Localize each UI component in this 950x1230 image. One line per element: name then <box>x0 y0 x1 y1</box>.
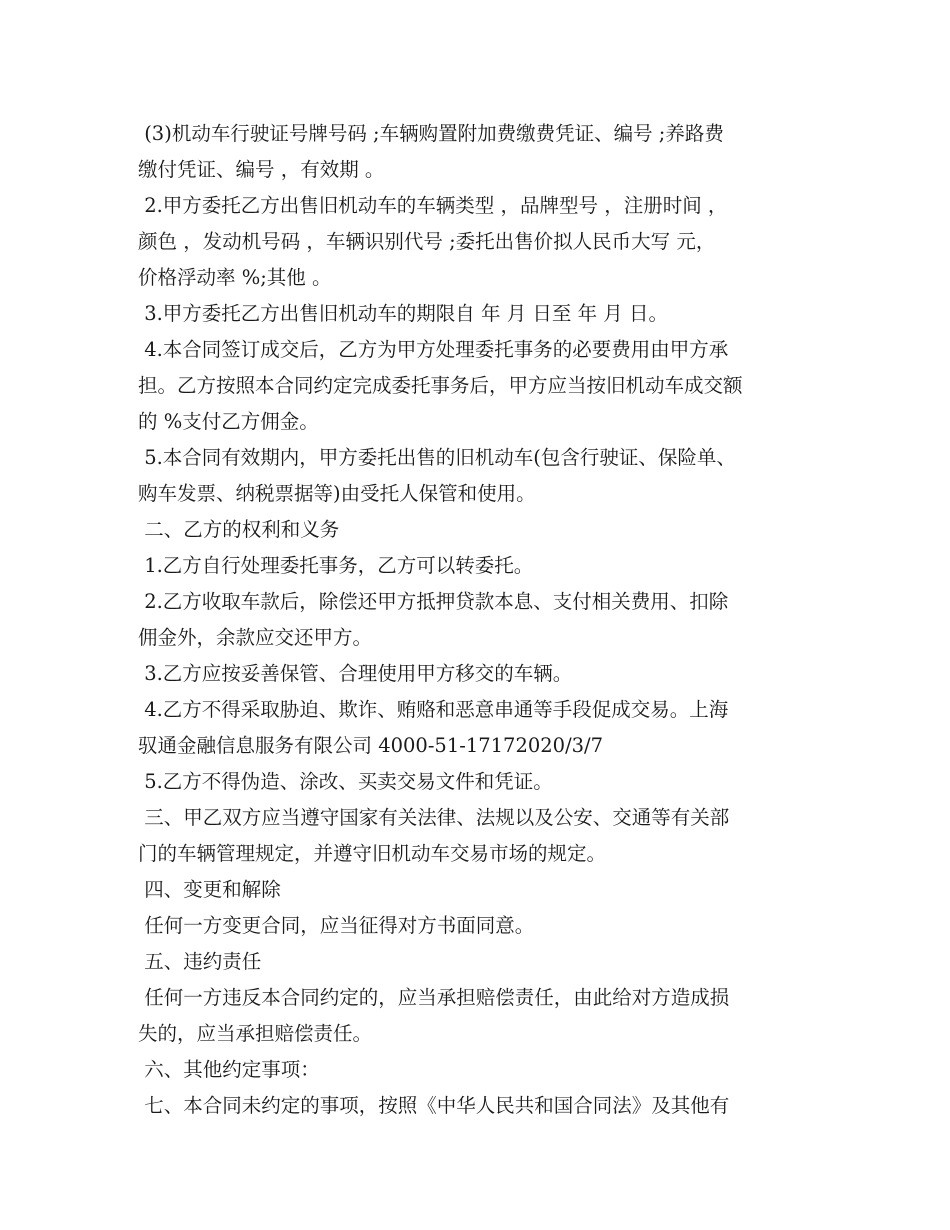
section-heading: 五、违约责任 <box>138 950 262 973</box>
text-line: 5.乙方不得伪造、涂改、买卖交易文件和凭证。 <box>138 770 553 793</box>
text-line: 驭通金融信息服务有限公司 4000-51-17172020/3/7 <box>138 734 604 757</box>
text-line: 的 %支付乙方佣金。 <box>138 410 319 433</box>
section-heading: 六、其他约定事项： <box>138 1058 320 1081</box>
section-heading: 四、变更和解除 <box>138 878 281 901</box>
document-body <box>138 116 818 1124</box>
text-line: (3)机动车行驶证号牌号码 ;车辆购置附加费缴费凭证、编号 ;养路费 <box>138 122 724 145</box>
text-line: 1.乙方自行处理委托事务，乙方可以转委托。 <box>138 554 534 577</box>
text-line: 缴付凭证、编号 ，有效期 。 <box>138 158 385 181</box>
text-line: 担。乙方按照本合同约定完成委托事务后，甲方应当按旧机动车成交额 <box>138 374 743 397</box>
text-line: 3.乙方应按妥善保管、合理使用甲方移交的车辆。 <box>138 662 573 685</box>
text-line: 价格浮动率 %;其他 。 <box>138 266 332 289</box>
text-line: 任何一方违反本合同约定的，应当承担赔偿责任，由此给对方造成损 <box>138 986 730 1009</box>
text-line: 购车发票、纳税票据等)由受托人保管和使用。 <box>138 482 536 505</box>
text-line: 2.乙方收取车款后，除偿还甲方抵押贷款本息、支付相关费用、扣除 <box>138 590 729 613</box>
text-line: 佣金外，余款应交还甲方。 <box>138 626 373 649</box>
text-line: 任何一方变更合同，应当征得对方书面同意。 <box>138 914 535 937</box>
text-line: 3.甲方委托乙方出售旧机动车的期限自 年 月 日至 年 月 日。 <box>138 302 668 325</box>
section-heading: 三、甲乙双方应当遵守国家有关法律、法规以及公安、交通等有关部 <box>138 806 730 829</box>
text-line: 4.本合同签订成交后，乙方为甲方处理委托事务的必要费用由甲方承 <box>138 338 729 361</box>
section-heading: 二、乙方的权利和义务 <box>138 518 340 541</box>
text-line: 2.甲方委托乙方出售旧机动车的车辆类型 ，品牌型号 ，注册时间 ， <box>138 194 728 217</box>
text-line: 失的，应当承担赔偿责任。 <box>138 1022 373 1045</box>
section-heading: 七、本合同未约定的事项，按照《中华人民共和国合同法》及其他有 <box>138 1094 730 1117</box>
text-line: 4.乙方不得采取胁迫、欺诈、贿赂和恶意串通等手段促成交易。上海 <box>138 698 729 721</box>
text-line: 颜色 ，发动机号码 ，车辆识别代号 ;委托出售价拟人民币大写 元， <box>138 230 716 253</box>
text-line: 5.本合同有效期内，甲方委托出售的旧机动车(包含行驶证、保险单、 <box>138 446 736 469</box>
text-line: 门的车辆管理规定，并遵守旧机动车交易市场的规定。 <box>138 842 607 865</box>
